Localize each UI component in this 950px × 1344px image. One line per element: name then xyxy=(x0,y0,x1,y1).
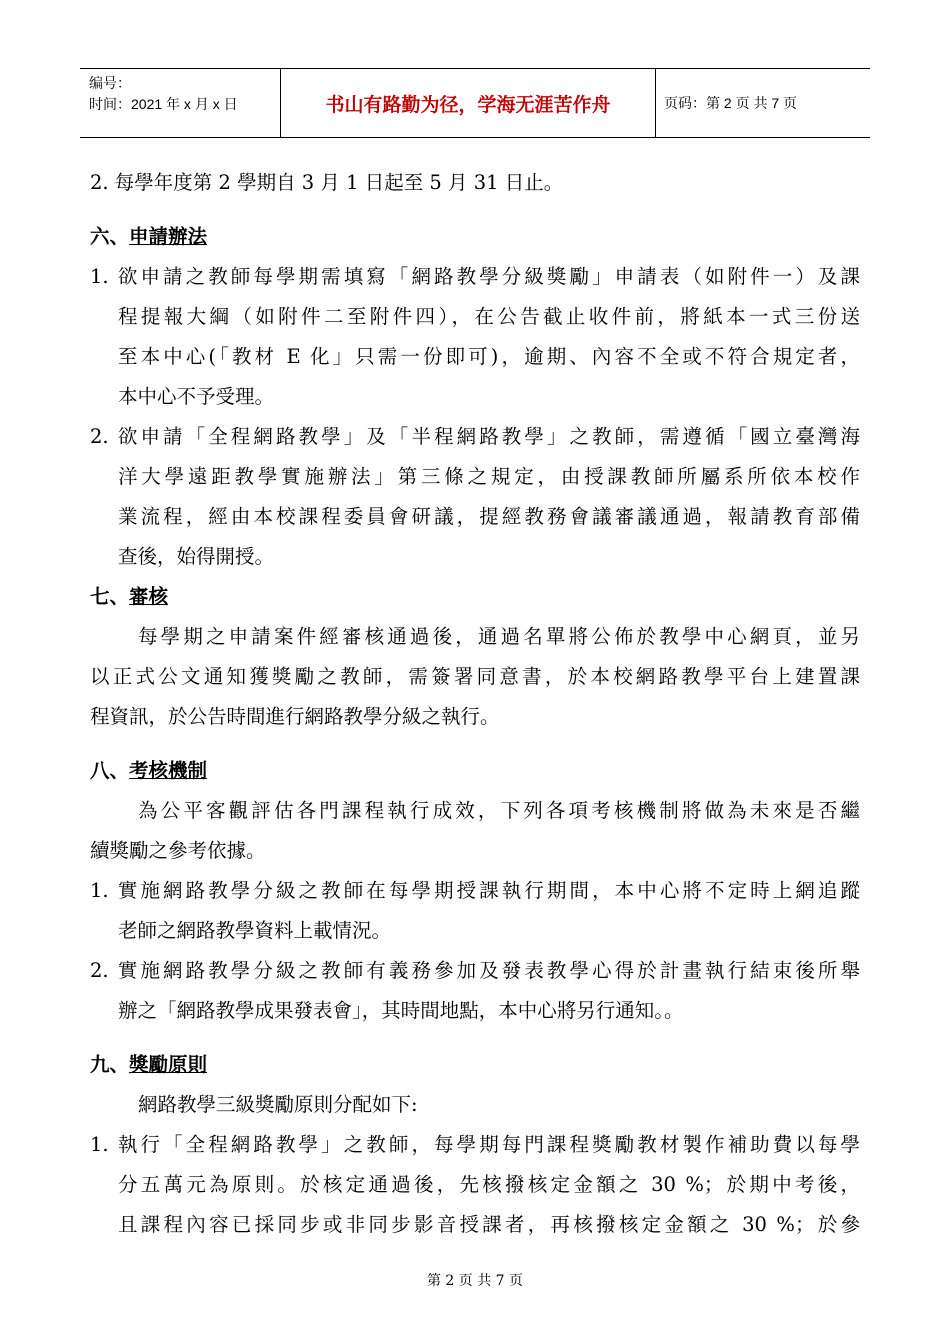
paragraph-line: 查後，始得開授。 xyxy=(118,545,275,568)
heading-title: 考核機制 xyxy=(129,759,208,782)
paragraph-line: 辦之「網路教學成果發表會」，其時間地點，本中心將另行通知。。 xyxy=(118,999,684,1022)
paragraph-line: 老師之網路教學資料上載情況。 xyxy=(118,919,392,942)
page-header xyxy=(80,68,870,138)
section-heading-7 xyxy=(90,577,860,617)
paragraph-line: 2. 欲申請「全程網路教學」及「半程網路教學」之教師，需遵循「國立臺灣海 xyxy=(90,425,860,448)
paragraph-line: 2. 實施網路教學分級之教師有義務參加及發表教學心得於計畫執行結束後所舉 xyxy=(90,959,860,982)
paragraph-line: 網路教學三級獎勵原則分配如下: xyxy=(138,1093,418,1116)
paragraph-line: 1. 欲申請之教師每學期需填寫「網路教學分級獎勵」申請表（如附件一）及課 xyxy=(90,265,860,288)
heading-number: 七、 xyxy=(90,585,130,608)
paragraph-line: 續獎勵之參考依據。 xyxy=(90,839,266,862)
header-page-info: 页码：第 2 页 共 7 页 xyxy=(664,95,798,111)
heading-number: 八、 xyxy=(90,759,130,782)
heading-number: 六、 xyxy=(90,225,130,248)
section-heading-9 xyxy=(90,1045,860,1085)
heading-title: 審核 xyxy=(129,585,169,608)
paragraph-line: 本中心不予受理。 xyxy=(118,385,275,408)
paragraph-line: 1. 實施網路教學分級之教師在每學期授課執行期間，本中心將不定時上網追蹤 xyxy=(90,879,860,902)
section-heading-6 xyxy=(90,217,860,257)
paragraph-line: 以正式公文通知獲獎勵之教師，需簽署同意書，於本校網路教學平台上建置課 xyxy=(90,665,860,688)
time-label: 时间：2021 年 x 月 x 日 xyxy=(89,96,238,112)
heading-number: 九、 xyxy=(90,1053,130,1076)
paragraph-line: 程資訊，於公告時間進行網路教學分級之執行。 xyxy=(90,705,500,728)
header-meta xyxy=(80,69,281,137)
paragraph-line: 至本中心(「教材 E 化」只需一份即可)，逾期、內容不全或不符合規定者， xyxy=(118,345,860,368)
paragraph-line: 程提報大綱（如附件二至附件四），在公告截止收件前，將紙本一式三份送 xyxy=(118,305,860,328)
paragraph-line: 1. 執行「全程網路教學」之教師，每學期每門課程獎勵教材製作補助費以每學 xyxy=(90,1133,860,1156)
section-heading-8 xyxy=(90,751,860,791)
paragraph-line: 且課程內容已採同步或非同步影音授課者，再核撥核定金額之 30 %；於參 xyxy=(118,1213,860,1236)
page-footer: 第 2 页 共 7 页 xyxy=(426,1273,524,1289)
paragraph-line: 為公平客觀評估各門課程執行成效，下列各項考核機制將做為未來是否繼 xyxy=(138,799,860,822)
paragraph-line: 分五萬元為原則。於核定通過後，先核撥核定金額之 30 %；於期中考後， xyxy=(118,1173,860,1196)
heading-title: 申請辦法 xyxy=(129,225,208,248)
serial-label: 编号： xyxy=(89,75,131,91)
paragraph-line: 洋大學遠距教學實施辦法」第三條之規定，由授課教師所屬系所依本校作 xyxy=(118,465,860,488)
paragraph-line: 每學期之申請案件經審核通過後，通過名單將公佈於教學中心網頁，並另 xyxy=(138,625,860,648)
paragraph-line: 2. 每學年度第 2 學期自 3 月 1 日起至 5 月 31 日止。 xyxy=(90,171,564,194)
header-motto: 书山有路勤为径，学海无涯苦作舟 xyxy=(281,69,656,137)
heading-title: 獎勵原則 xyxy=(129,1053,208,1076)
paragraph-line: 業流程，經由本校課程委員會研議，提經教務會議審議通過，報請教育部備 xyxy=(118,505,860,528)
document-body xyxy=(90,163,860,1245)
